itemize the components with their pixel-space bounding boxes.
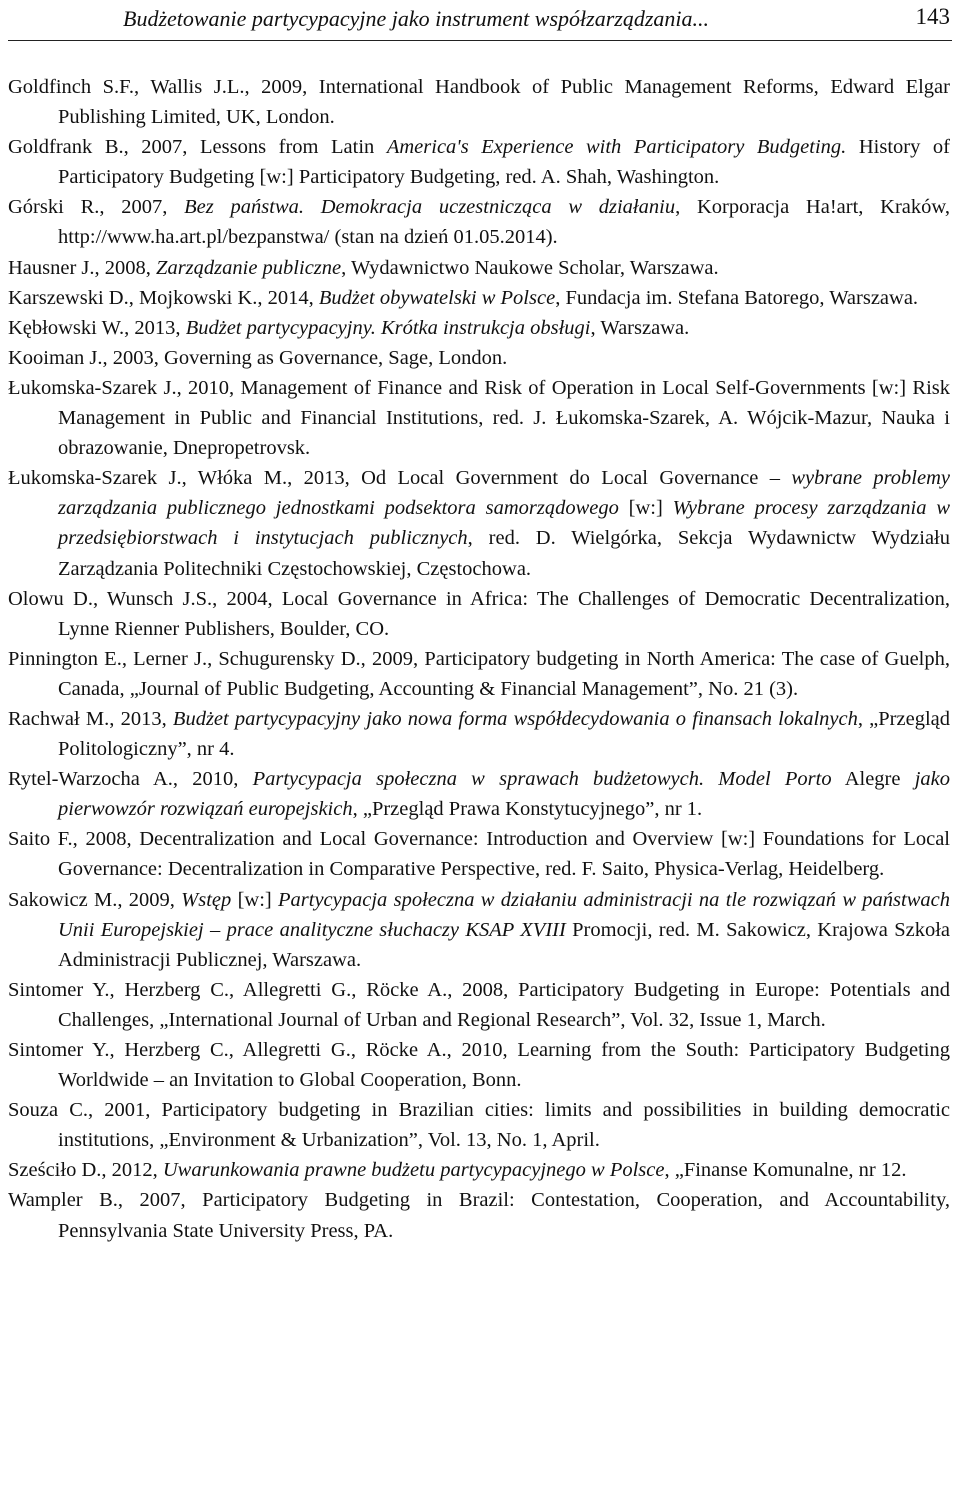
reference-entry (0, 283, 960, 313)
reference-list (0, 72, 960, 1246)
reference-text: Sakowicz M., 2009, (8, 888, 182, 911)
reference-text: , Fundacja im. Stefana Batorego, Warszawa. (555, 286, 919, 309)
reference-entry (0, 463, 960, 583)
reference-italic-text: Zarządzanie publiczne (156, 256, 342, 279)
reference-italic-text: America's Experience with Participatory Budgeting. (386, 136, 847, 159)
reference-text: Rachwał M., 2013, (8, 707, 173, 730)
reference-text: Łukomska-Szarek J., Włóka M., 2013, Od Local Government do Local Governance – (8, 467, 792, 490)
reference-entry (0, 1035, 960, 1095)
reference-text: Souza C., 2001, Participatory budgeting in Brazilian cities: limits and possibilities in building democratic institutions, „Environment & Urbanization”, Vol. 13, No. 1, April. (8, 1099, 950, 1152)
reference-entry (0, 975, 960, 1035)
reference-text: Łukomska-Szarek J., 2010, Management of Finance and Risk of Operation in Local Self-Governments [w:] Risk Management in Public and Financial Institutions, red. J. Łukomska-Szarek, A. Wójcik-Mazur, Nauka i obrazowanie, Dnepropetrovsk. (8, 376, 950, 460)
reference-text: Goldfrank B., 2007, Lessons from Latin (8, 136, 387, 159)
reference-text: , „Przegląd Prawa Konstytucyjnego”, nr 1. (352, 798, 703, 821)
reference-italic-text: Budżet obywatelski w Polsce (318, 286, 556, 309)
reference-entry (0, 824, 960, 884)
reference-text: Sintomer Y., Herzberg C., Allegretti G., Röcke A., 2008, Participatory Budgeting in Europe: Potentials and Challenges, „International Journal of Urban and Regional Research”, Vol. 32, Issue 1, March. (8, 978, 950, 1031)
reference-entry (0, 704, 960, 764)
reference-text: Pinnington E., Lerner J., Schugurensky D., 2009, Participatory budgeting in North America: The case of Guelph, Canada, „Journal of Public Budgeting, Accounting & Financial Management”, No. 21 (3). (8, 647, 950, 700)
reference-entry (0, 1095, 960, 1155)
reference-entry (0, 313, 960, 343)
reference-italic-text: Uwarunkowania prawne budżetu partycypacyjnego w Polsce (162, 1159, 665, 1182)
reference-text: Rytel-Warzocha A., 2010, (8, 768, 253, 791)
reference-entry (0, 644, 960, 704)
reference-text: , „Finanse Komunalne, nr 12. (664, 1159, 907, 1182)
reference-entry (0, 343, 960, 373)
reference-text: Promocji, red. M. Sakowicz, Krajowa Szkoła Administracji Publicznej, Warszawa. (58, 918, 951, 971)
reference-text: Hausner J., 2008, (8, 256, 157, 279)
reference-text: , Warszawa. (590, 316, 690, 339)
reference-italic-text: Wstęp (181, 888, 232, 911)
reference-entry (0, 584, 960, 644)
reference-italic-text: Partycypacja społeczna w działaniu administracji na tle rozwiązań w państwach Unii Europejskiej – prace analityczne słuchaczy KSAP XVIII (58, 888, 950, 941)
reference-text: , Wydawnictwo Naukowe Scholar, Warszawa. (341, 256, 719, 279)
running-title: Budżetowanie partycypacyjne jako instrument współzarządzania... (123, 6, 709, 31)
reference-text: Alegre (831, 768, 915, 791)
reference-text: Kębłowski W., 2013, (8, 316, 186, 339)
reference-text: Wampler B., 2007, Participatory Budgeting in Brazil: Contestation, Cooperation, and Accountability, Pennsylvania State University Press, PA. (8, 1189, 950, 1242)
reference-entry (0, 253, 960, 283)
reference-text: History of Participatory Budgeting [w:] Participatory Budgeting, red. A. Shah, Washington. (58, 136, 950, 189)
reference-text: Sintomer Y., Herzberg C., Allegretti G., Röcke A., 2010, Learning from the South: Participatory Budgeting Worldwide – an Invitation to Global Cooperation, Bonn. (8, 1039, 950, 1092)
reference-entry (0, 764, 960, 824)
reference-entry (0, 373, 960, 463)
reference-entry (0, 1185, 960, 1245)
reference-italic-text: Budżet partycypacyjny jako nowa forma współdecydowania o finansach lokalnych (172, 707, 858, 730)
reference-text: [w:] (618, 497, 673, 520)
reference-text: , Korporacja Ha!art, Kraków, http://www.ha.art.pl/bezpanstwa/ (stan na dzień 01.05.2014). (58, 196, 950, 249)
reference-italic-text: wybrane problemy zarządzania publicznego jednostkami podsektora samorządowego (58, 467, 950, 520)
reference-entry (0, 885, 960, 975)
reference-italic-text: Budżet partycypacyjny. Krótka instrukcja obsługi (185, 316, 591, 339)
reference-italic-text: jako pierwowzór rozwiązań europejskich (58, 768, 950, 821)
reference-entry (0, 1155, 960, 1185)
reference-text: Kooiman J., 2003, Governing as Governance, Sage, London. (8, 346, 508, 369)
reference-italic-text: Wybrane procesy zarządzania w przedsiębiorstwach i instytucjach publicznych (58, 497, 950, 550)
reference-italic-text: Bez państwa. Demokracja uczestnicząca w działaniu (184, 196, 676, 219)
reference-text: Goldfinch S.F., Wallis J.L., 2009, International Handbook of Public Management Reforms, Edward Elgar Publishing Limited, UK, London. (8, 76, 950, 129)
reference-text: Karszewski D., Mojkowski K., 2014, (8, 286, 319, 309)
reference-entry (0, 192, 960, 252)
running-header (8, 0, 952, 41)
reference-text: Górski R., 2007, (8, 196, 185, 219)
reference-entry (0, 72, 960, 132)
reference-text: , red. D. Wielgórka, Sekcja Wydawnictw Wydziału Zarządzania Politechniki Częstochowskiej, Częstochowa. (58, 527, 950, 580)
reference-text: [w:] (231, 888, 279, 911)
reference-text: Saito F., 2008, Decentralization and Local Governance: Introduction and Overview [w:] Foundations for Local Governance: Decentralization in Comparative Perspective, red. F. Saito, Physica-Verlag, Heidelberg. (8, 828, 950, 881)
reference-text: , „Przegląd Politologiczny”, nr 4. (58, 707, 950, 761)
page-number: 143 (915, 4, 950, 29)
reference-text: Sześciło D., 2012, (8, 1159, 163, 1182)
reference-italic-text: Partycypacja społeczna w sprawach budżetowych. Model Porto (252, 768, 832, 791)
reference-text: Olowu D., Wunsch J.S., 2004, Local Governance in Africa: The Challenges of Democratic Decentralization, Lynne Rienner Publishers, Boulder, CO. (8, 587, 950, 640)
reference-entry (0, 132, 960, 192)
